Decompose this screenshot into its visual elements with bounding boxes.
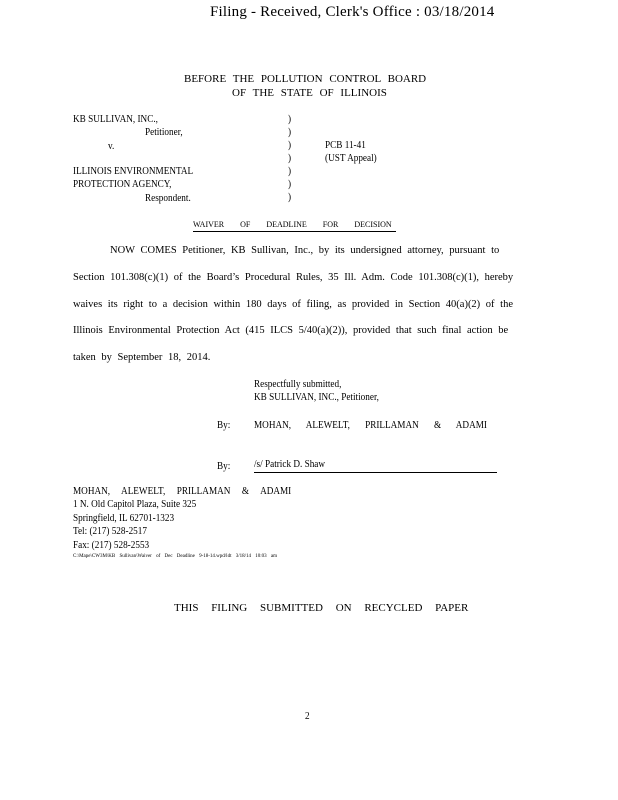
body-line: taken by September 18, 2014.	[73, 352, 211, 363]
board-heading-line1: BEFORE THE POLLUTION CONTROL BOARD	[184, 73, 427, 85]
caption-bracket: )	[288, 192, 292, 203]
signature-name: /s/ Patrick D. Shaw	[254, 459, 326, 470]
body-line: waives its right to a decision within 180 days of filing, as provided in Section 40(a)(2) of the	[73, 299, 514, 310]
caption-bracket: )	[288, 114, 292, 125]
case-type: (UST Appeal)	[325, 153, 377, 164]
page-number: 2	[305, 711, 310, 722]
body-line: Section 101.308(c)(1) of the Board’s Procedural Rules, 35 Ill. Adm. Code 101.308(c)(1), hereby	[73, 272, 514, 283]
file-path-note: C:\Mape\CW3M\KB Sullivan\Waiver of Dec Deadline 9-18-14.wpd/ldt 3/18/14 10:03 am	[73, 554, 277, 559]
caption-bracket: )	[288, 140, 292, 151]
caption-bracket: )	[288, 179, 292, 190]
respondent-name-line2: PROTECTION AGENCY,	[73, 179, 172, 190]
petitioner-role: Petitioner,	[145, 127, 183, 138]
signature-line	[254, 459, 497, 473]
document-title-underline	[193, 220, 396, 232]
versus-label: v.	[108, 141, 115, 152]
case-number: PCB 11-41	[325, 140, 366, 151]
board-heading-line2: OF THE STATE OF ILLINOIS	[232, 87, 387, 99]
closing-line: Respectfully submitted,	[254, 379, 342, 390]
petitioner-name: KB SULLIVAN, INC.,	[73, 114, 158, 125]
caption-bracket: )	[288, 153, 292, 164]
signing-party: KB SULLIVAN, INC., Petitioner,	[254, 392, 379, 403]
by-label: By:	[217, 420, 231, 431]
filing-stamp: Filing - Received, Clerk's Office : 03/18/2014	[210, 4, 495, 20]
address-city: Springfield, IL 62701-1323	[73, 513, 175, 524]
respondent-role: Respondent.	[145, 193, 191, 204]
document-title: WAIVER OF DEADLINE FOR DECISION	[193, 220, 392, 229]
recycled-paper-note: THIS FILING SUBMITTED ON RECYCLED PAPER	[174, 602, 469, 614]
by-label: By:	[217, 461, 231, 472]
caption-bracket: )	[288, 127, 292, 138]
caption-bracket: )	[288, 166, 292, 177]
signature-firm: MOHAN, ALEWELT, PRILLAMAN & ADAMI	[254, 420, 487, 431]
address-firm: MOHAN, ALEWELT, PRILLAMAN & ADAMI	[73, 486, 292, 497]
respondent-name-line1: ILLINOIS ENVIRONMENTAL	[73, 166, 194, 177]
body-line: NOW COMES Petitioner, KB Sullivan, Inc., by its undersigned attorney, pursuant to	[110, 245, 500, 256]
address-street: 1 N. Old Capitol Plaza, Suite 325	[73, 499, 197, 510]
address-fax: Fax: (217) 528-2553	[73, 540, 150, 551]
body-line: Illinois Environmental Protection Act (415 ILCS 5/40(a)(2)), provided that such final action be	[73, 325, 509, 336]
address-tel: Tel: (217) 528-2517	[73, 526, 147, 537]
